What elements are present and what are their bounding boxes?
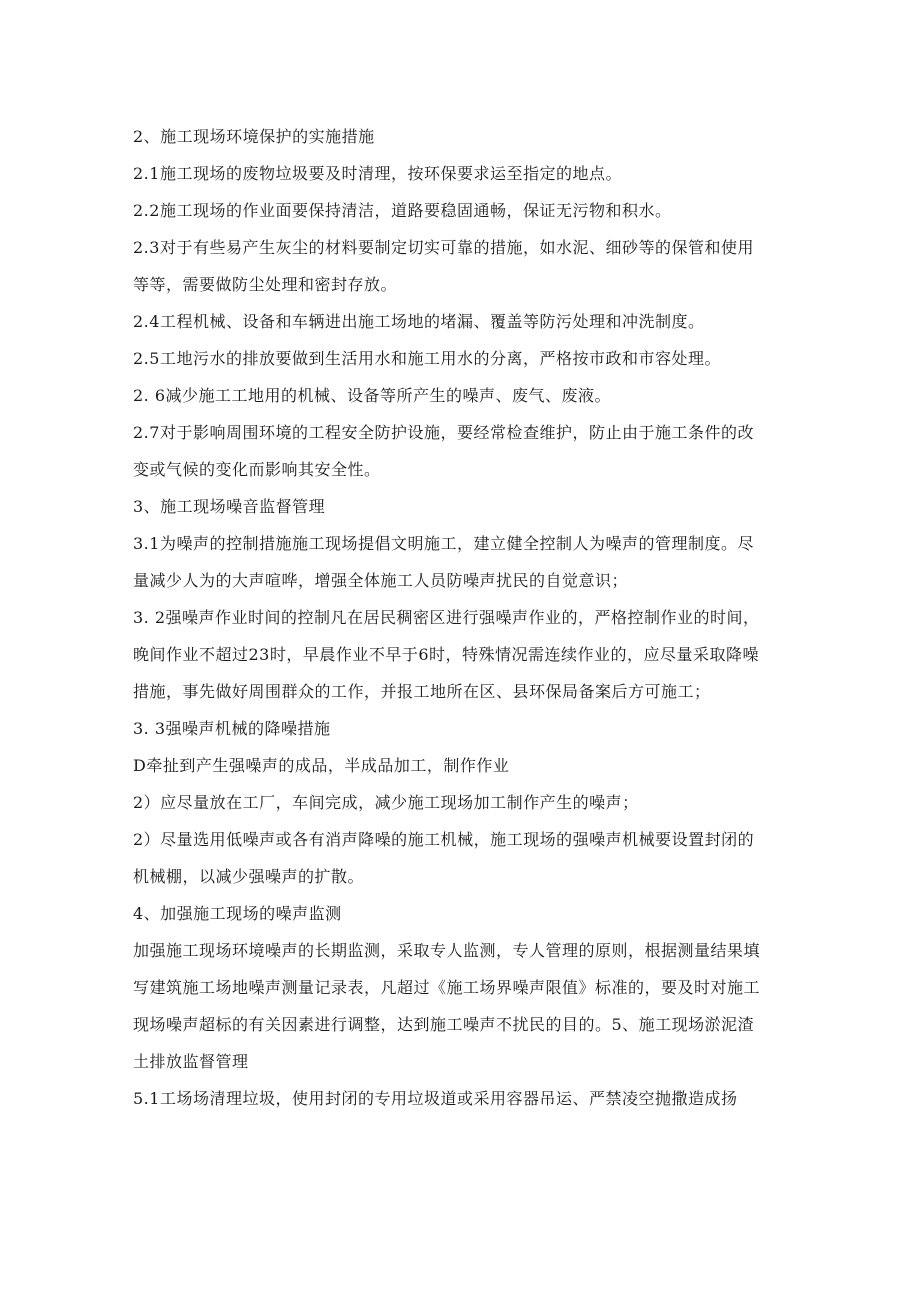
list-item-3-line-1: 2）尽量选用低噪声或各有消声降噪的施工机械，施工现场的强噪声机械要设置封闭的 xyxy=(133,830,755,849)
list-item-1: D牵扯到产生强噪声的成品，半成品加工，制作作业 xyxy=(133,756,510,775)
paragraph-4-line-4: 土排放监督管理 xyxy=(133,1052,249,1071)
section-heading-4: 4、加强施工现场的噪声监测 xyxy=(133,904,342,923)
paragraph-3-1-line-2: 量减少人为的大声喧哗，增强全体施工人员防噪声扰民的自觉意识； xyxy=(133,571,629,590)
section-heading-3: 3、施工现场噪音监督管理 xyxy=(133,497,326,516)
paragraph-4-line-3: 现场噪声超标的有关因素进行调整，达到施工噪声不扰民的目的。5、施工现场淤泥渣 xyxy=(133,1015,755,1034)
paragraph-3-2-line-3: 措施，事先做好周围群众的工作，并报工地所在区、县环保局备案后方可施工； xyxy=(133,682,711,701)
paragraph-2-3-line-2: 等等，需要做防尘处理和密封存放。 xyxy=(133,275,398,294)
paragraph-2-4: 2.4工程机械、设备和车辆进出施工场地的堵漏、覆盖等防污处理和冲洗制度。 xyxy=(133,312,705,331)
paragraph-3-1-line-1: 3.1为噪声的控制措施施工现场提倡文明施工，建立健全控制人为噪声的管理制度。尽 xyxy=(133,534,754,553)
list-item-2: 2）应尽量放在工厂，车间完成，减少施工现场加工制作产生的噪声； xyxy=(133,793,639,812)
paragraph-3-2-line-1: 3. 2强噪声作业时间的控制凡在居民稠密区进行强噪声作业的，严格控制作业的时间， xyxy=(133,608,760,627)
list-item-3-line-2: 机械棚，以减少强噪声的扩散。 xyxy=(133,867,365,886)
paragraph-5-1: 5.1工场场清理垃圾，使用封闭的专用垃圾道或采用容器吊运、严禁凌空抛撒造成扬 xyxy=(133,1089,738,1108)
paragraph-2-7-line-1: 2.7对于影响周围环境的工程安全防护设施，要经常检查维护，防止由于施工条件的改 xyxy=(133,423,754,442)
paragraph-2-3-line-1: 2.3对于有些易产生灰尘的材料要制定切实可靠的措施，如水泥、细砂等的保管和使用 xyxy=(133,238,754,257)
paragraph-2-6: 2. 6减少施工工地用的机械、设备等所产生的噪声、废气、废液。 xyxy=(133,386,612,405)
section-heading-2: 2、施工现场环境保护的实施措施 xyxy=(133,127,375,146)
document-body xyxy=(133,126,788,1110)
paragraph-2-1: 2.1施工现场的废物垃圾要及时清理，按环保要求运至指定的地点。 xyxy=(133,164,622,183)
paragraph-3-3: 3. 3强噪声机械的降噪措施 xyxy=(133,719,331,738)
paragraph-2-2: 2.2施工现场的作业面要保持清洁，道路要稳固通畅，保证无污物和积水。 xyxy=(133,201,672,220)
paragraph-4-line-2: 写建筑施工场地噪声测量记录表，凡超过《施工场界噪声限值》标准的，要及时对施工 xyxy=(133,978,761,997)
paragraph-4-line-1: 加强施工现场环境噪声的长期监测，采取专人监测，专人管理的原则，根据测量结果填 xyxy=(133,941,761,960)
paragraph-3-2-line-2: 晚间作业不超过23时，早晨作业不早于6时，特殊情况需连续作业的，应尽量采取降噪 xyxy=(133,645,760,664)
paragraph-2-7-line-2: 变或气候的变化而影响其安全性。 xyxy=(133,460,381,479)
paragraph-2-5: 2.5工地污水的排放要做到生活用水和施工用水的分离，严格按市政和市容处理。 xyxy=(133,349,721,368)
